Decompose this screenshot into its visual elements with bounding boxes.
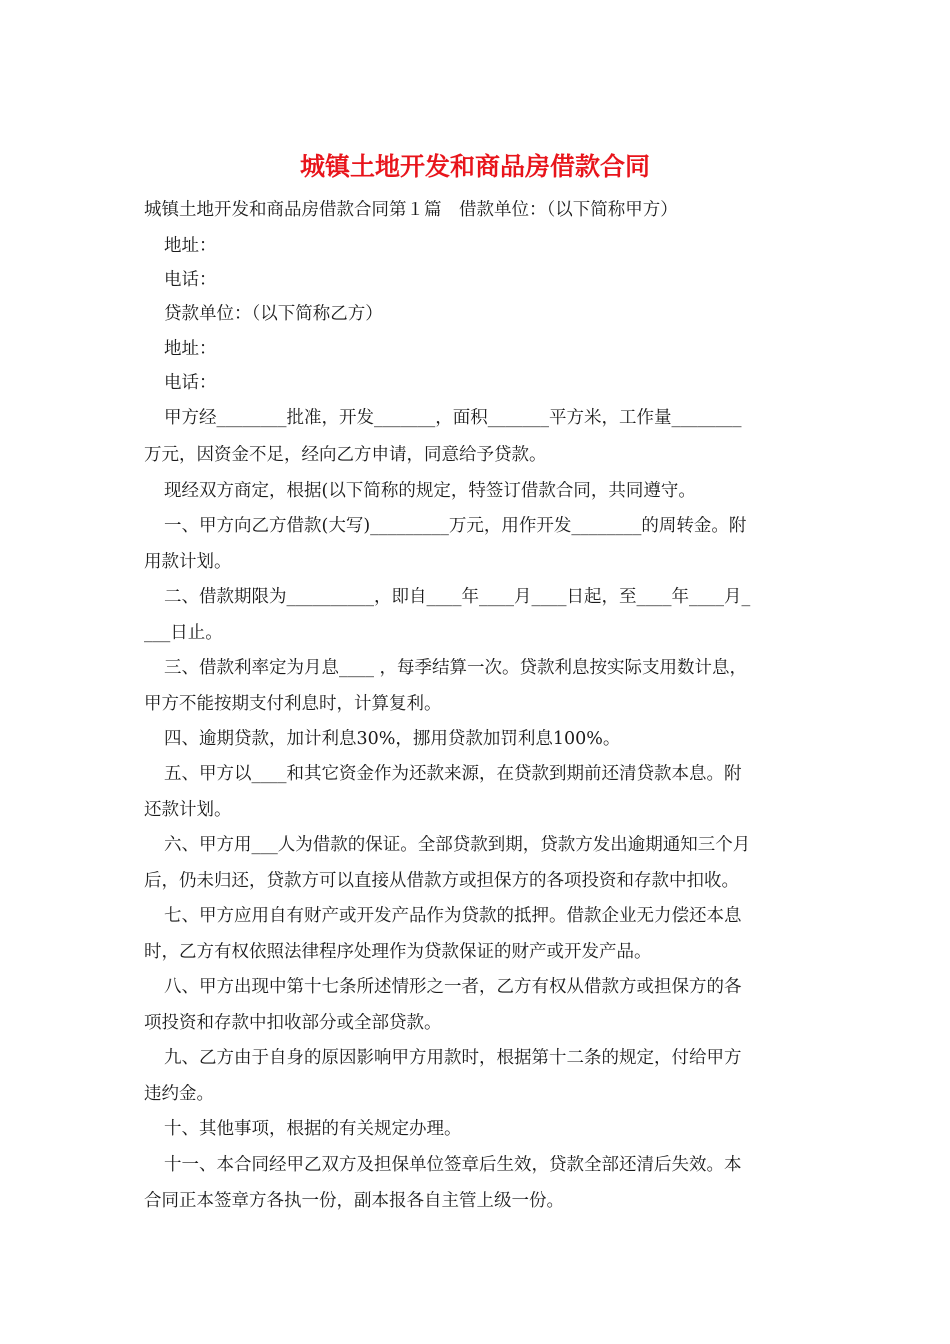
clause-3-line: 三、借款利率定为月息____ ，每季结算一次。贷款利息按实际支用数计息，	[164, 658, 748, 678]
clause-6-line: 后，仍未归还，贷款方可以直接从借款方或担保方的各项投资和存款中扣收。	[144, 871, 739, 891]
clause-7-line: 七、甲方应用自有财产或开发产品作为贷款的抵押。借款企业无力偿还本息	[164, 906, 742, 926]
paragraph-line: 现经双方商定，根据(以下简称的规定，特签订借款合同，共同遵守。	[164, 481, 696, 501]
clause-5-line: 五、甲方以____和其它资金作为还款来源，在贷款到期前还清贷款本息。附	[164, 764, 742, 784]
borrower-phone-line: 电话：	[164, 270, 217, 290]
document-title: 城镇土地开发和商品房借款合同	[299, 152, 650, 181]
clause-6-line: 六、甲方用___人为借款的保证。全部贷款到期，贷款方发出逾期通知三个月	[164, 835, 751, 855]
clause-11-line: 十一、本合同经甲乙双方及担保单位签章后生效，贷款全部还清后失效。本	[164, 1155, 742, 1175]
clause-2-line: ___日止。	[144, 623, 223, 643]
borrower-address-line: 地址：	[164, 236, 217, 256]
lender-address-line: 地址：	[164, 339, 217, 359]
clause-9-line: 违约金。	[144, 1084, 214, 1104]
clause-2-line: 二、借款期限为__________，即自____年____月____日起，至____年____月_	[164, 587, 751, 607]
paragraph-line: 甲方经________批准，开发_______，面积_______平方米，工作量________	[164, 408, 742, 428]
clause-1-line: 用款计划。	[144, 552, 232, 572]
lender-line: 贷款单位：（以下简称乙方）	[164, 304, 383, 324]
clause-9-line: 九、乙方由于自身的原因影响甲方用款时，根据第十二条的规定，付给甲方	[164, 1048, 742, 1068]
clause-1-line: 一、甲方向乙方借款(大写)_________万元，用作开发________的周转金。附	[164, 516, 747, 536]
clause-4-line: 四、逾期贷款，加计利息30%，挪用贷款加罚利息100%。	[164, 729, 621, 749]
clause-5-line: 还款计划。	[144, 800, 232, 820]
clause-10-line: 十、其他事项，根据的有关规定办理。	[164, 1119, 462, 1139]
lender-phone-line: 电话：	[164, 373, 217, 393]
paragraph-line: 万元，因资金不足，经向乙方申请，同意给予贷款。	[144, 445, 547, 465]
clause-3-line: 甲方不能按期支付利息时，计算复利。	[144, 694, 442, 714]
clause-11-line: 合同正本签章方各执一份，副本报各自主管上级一份。	[144, 1191, 564, 1211]
clause-8-line: 八、甲方出现中第十七条所述情形之一者，乙方有权从借款方或担保方的各	[164, 977, 742, 997]
clause-7-line: 时，乙方有权依照法律程序处理作为贷款保证的财产或开发产品。	[144, 942, 652, 962]
clause-8-line: 项投资和存款中扣收部分或全部贷款。	[144, 1013, 442, 1033]
intro-line: 城镇土地开发和商品房借款合同第１篇 借款单位：（以下简称甲方）	[144, 200, 678, 220]
